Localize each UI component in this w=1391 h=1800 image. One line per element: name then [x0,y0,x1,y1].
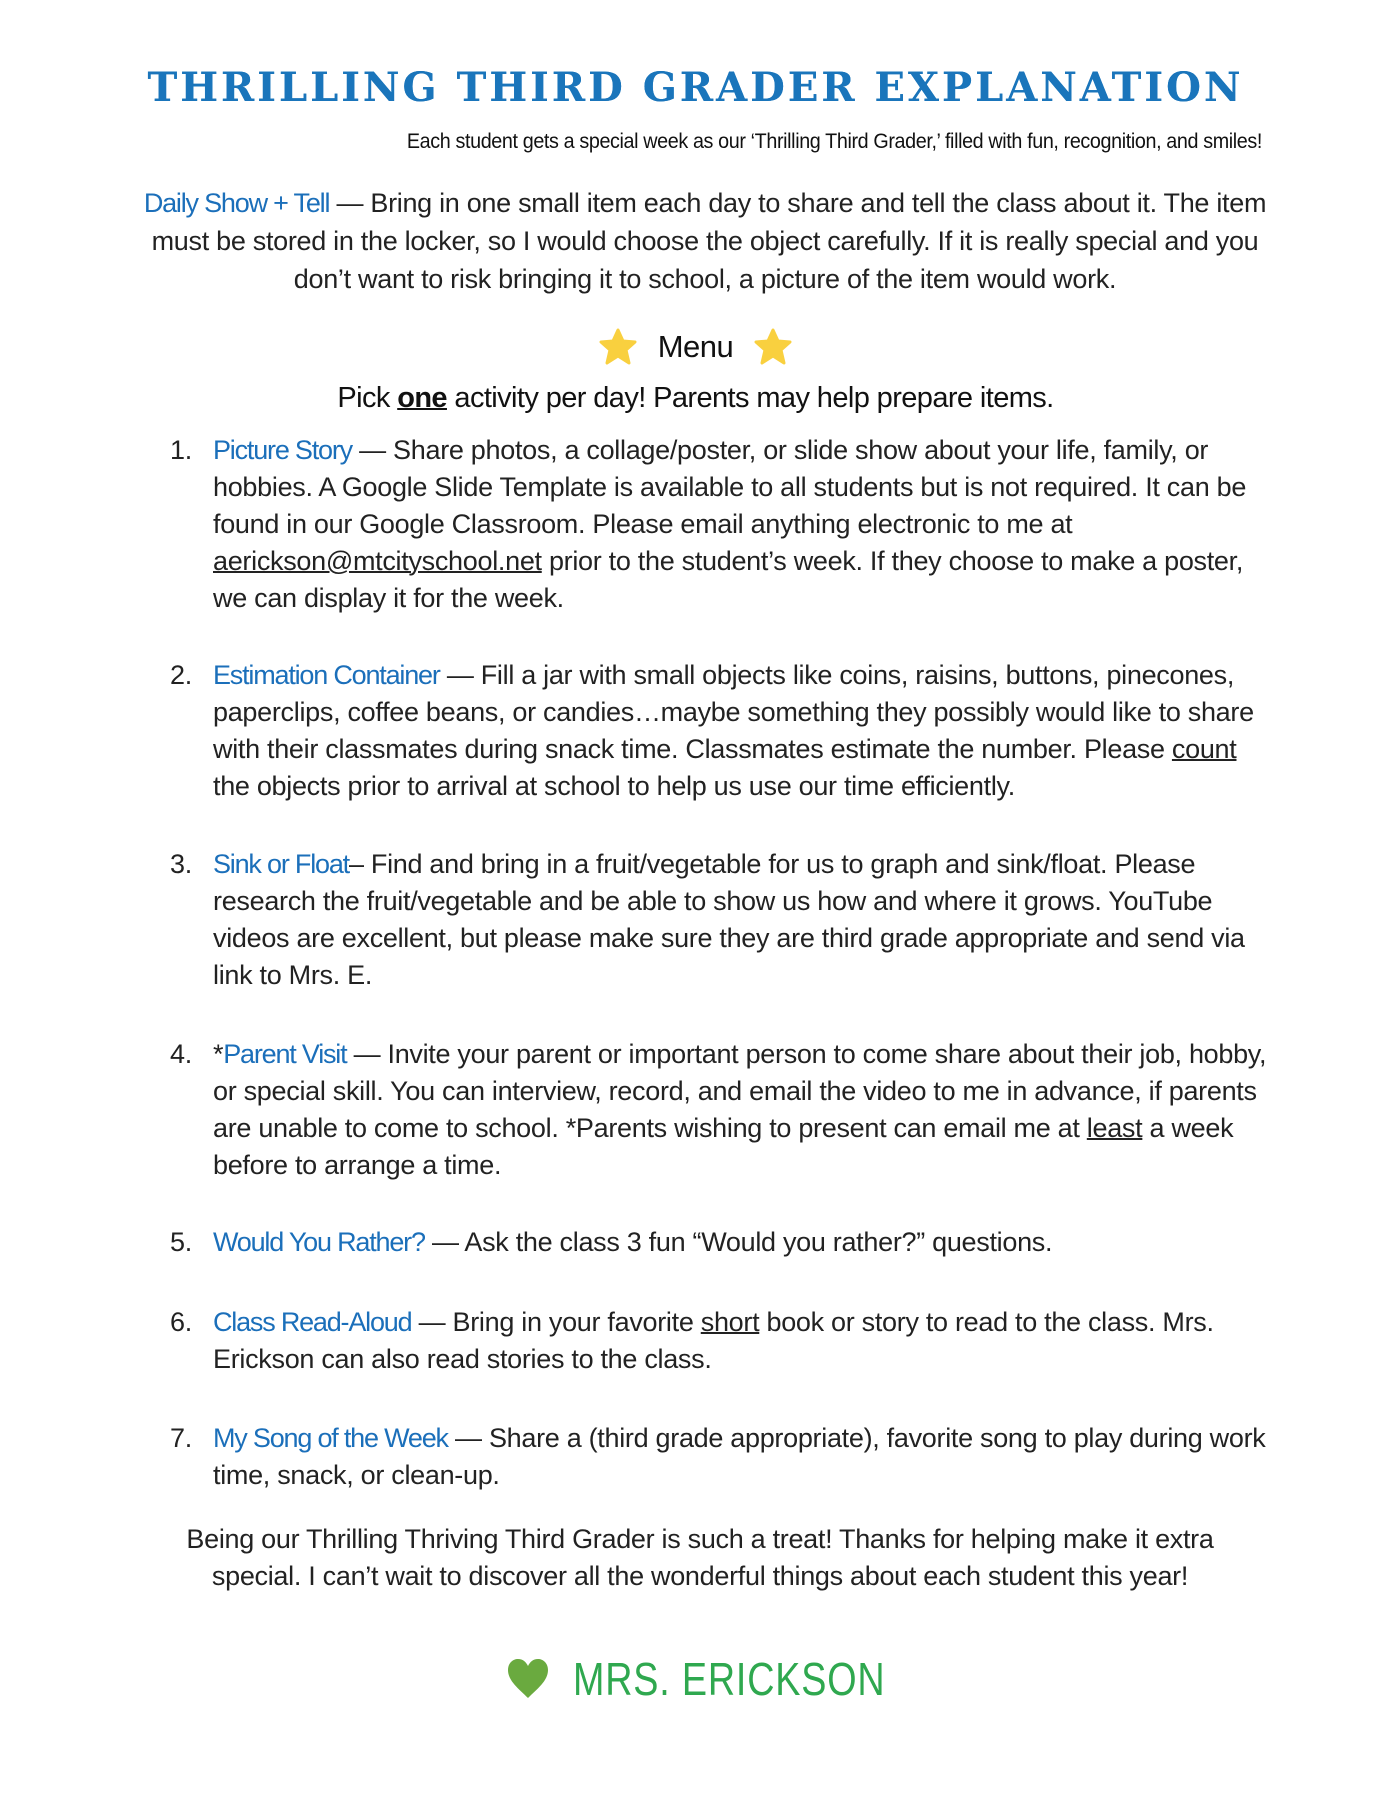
star-icon [753,327,793,367]
instruction-text: Pick [337,382,398,414]
item-number: 3. [170,849,192,879]
list-item [170,1420,1270,1494]
intro-text: — Bring in one small item each day to share and tell the class about it. The item must be stored in the locker, so I would choose the object carefully. If it is really special and you don’t want to risk bringing it to school, a picture of the item would work. [151,188,1267,294]
item-title: Parent Visit [223,1039,347,1069]
item-title: Picture Story [213,435,352,465]
item-number: 2. [170,660,192,690]
list-item [170,1036,1270,1184]
instruction-emphasis: one [397,382,447,414]
menu-heading [0,327,1391,367]
item-text: — Share photos, a collage/poster, or slide show about your life, family, or hobbies. A Google Slide Template is available to all students but is not required. It can be found in our Google Classroom. Please email anything electronic to me at [213,435,1247,539]
item-emphasis: short [700,1307,760,1337]
item-text: — Share a (third grade appropriate), favorite song to play during work time, snack, or clean-up. [213,1423,1266,1490]
item-text: — Invite your parent or important person to come share about their job, hobby, or special skill. You can interview, record, and email the video to me in advance, if parents are unable to come to school. *Parents wishing to present can email me at [213,1039,1267,1143]
item-title: Sink or Float [213,849,349,879]
list-item [170,657,1270,805]
item-title: Would You Rather? [213,1227,425,1257]
list-item [170,432,1270,617]
item-number: 7. [170,1423,192,1453]
item-text: book or story to read to the class. Mrs. Erickson can also read stories to the class. [213,1307,1214,1374]
intro-paragraph [140,184,1270,298]
item-text: — Ask the class 3 fun “Would you rather?” questions. [424,1227,1053,1257]
page-title: THRILLING THIRD GRADER EXPLANATION [147,64,1244,111]
item-number: 4. [170,1039,192,1069]
page-subtitle: Each student gets a special week as our ‘Thrilling Third Grader,’ filled with fun, recognition, and smiles! [406,130,1262,153]
item-text: a week before to arrange a time. [213,1113,1234,1180]
item-text: – Find and bring in a fruit/vegetable for us to graph and sink/float. Please research the fruit/vegetable and be able to show us how and where it grows. YouTube videos are excellent, but please make sure they are third grade appropriate and send via link to Mrs. E. [213,849,1245,990]
item-text: — Fill a jar with small objects like coins, raisins, buttons, pinecones, paperclips, coffee beans, or candies…maybe something they possibly would like to share with their classmates during snack time. Classmates estimate the number. Please [213,660,1254,764]
item-number: 1. [170,435,192,465]
item-number: 6. [170,1307,192,1337]
instruction-text: activity per day! Parents may help prepare items. [446,382,1054,414]
heart-icon [505,1656,551,1702]
item-emphasis: count [1171,734,1237,764]
item-prefix: * [213,1039,224,1069]
item-title: Class Read-Aloud [213,1307,412,1337]
menu-instruction [0,382,1391,415]
item-emphasis: least [1086,1113,1143,1143]
closing-paragraph: Being our Thrilling Thriving Third Grader is such a treat! Thanks for helping make it extra special. I can’t wait to discover all the wonderful things about each student this year! [186,1524,1214,1591]
item-text: prior to the student’s week. If they choose to make a poster, we can display it for the week. [213,546,1244,613]
menu-label: Menu [657,329,734,364]
item-text: — Bring in your favorite [411,1307,701,1337]
list-item [170,1224,1270,1261]
item-title: My Song of the Week [213,1423,448,1453]
signature [505,1652,954,1706]
item-text: the objects prior to arrival at school to help us use our time efficiently. [213,771,1015,801]
item-number: 5. [170,1227,192,1257]
star-icon [598,327,638,367]
list-item [170,846,1270,994]
item-title: Estimation Container [213,660,440,690]
email-link[interactable]: aerickson@mtcityschool.net [213,546,542,576]
list-item [170,1304,1270,1378]
signature-name: MRS. ERICKSON [573,1653,886,1705]
intro-heading: Daily Show + Tell [143,188,330,218]
